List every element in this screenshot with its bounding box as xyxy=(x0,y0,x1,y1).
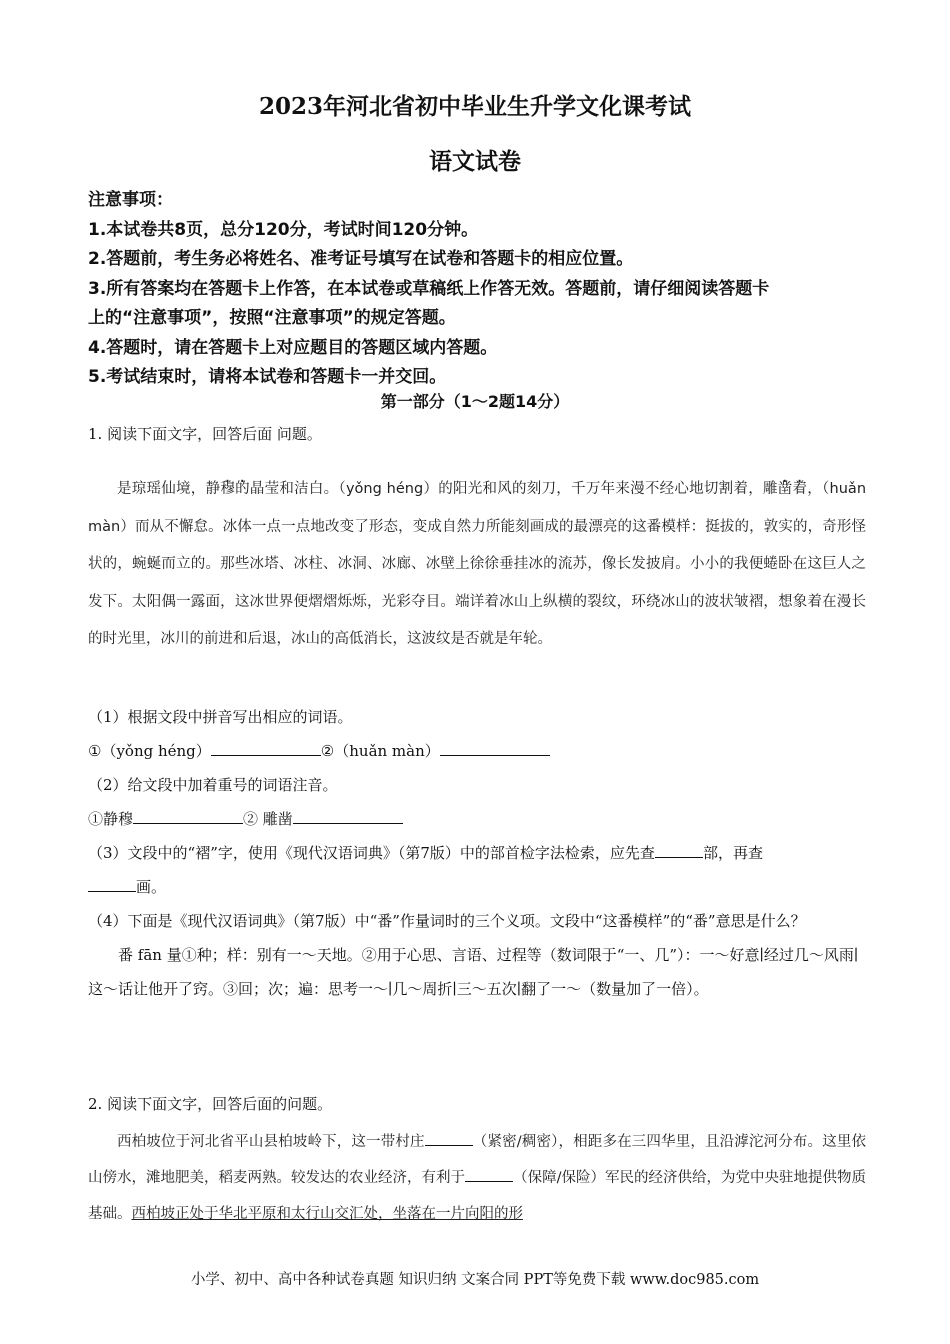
answer-blank[interactable] xyxy=(425,1129,473,1146)
underlined-sentence: 西柏坡正处于华北平原和太行山交汇处，坐落在一片向阳的形 xyxy=(131,1206,523,1222)
passage-text: 着，（huǎn màn）而从不懈怠。冰体一点一点地改变了形态，变成自然力所能刻画成的最漂亮的这番模样：挺拔的，敦实的，奇形怪状的，蜿蜒而立的。那些冰塔、冰柱、冰洞、冰廊、冰壁上徐徐垂挂冰的流苏，像长发披肩。小小的我便蜷卧在这巨人之发下。太阳偶一露面，这冰世界便熠熠烁烁，光彩夺目。端详着冰山上纵横的裂纹，环绕冰山的波状皱褶，想象着在漫长的时光里，冰川的前进和后退，冰山的高低消长，这波纹是否就是年轮。 xyxy=(88,481,867,647)
notice-item: 1.本试卷共8页，总分120分，考试时间120分钟。 xyxy=(88,219,479,240)
question1-prompt: 1. 阅读下面文字，回答后面 问题。 xyxy=(88,425,322,443)
notice-item: 3.所有答案均在答题卡上作答，在本试卷或草稿纸上作答无效。答题前，请仔细阅读答题卡 xyxy=(88,278,770,299)
subquestion-2-answers xyxy=(88,802,868,836)
answer-label: ①（yǒng héng） xyxy=(88,742,211,760)
answer-blank[interactable] xyxy=(440,739,550,756)
exam-title: 2023年河北省初中毕业生升学文化课考试 xyxy=(258,93,691,120)
question2-prompt: 2. 阅读下面文字，回答后面的问题。 xyxy=(88,1095,333,1113)
subquestion-1: （1）根据文段中拼音写出相应的词语。 xyxy=(88,708,353,726)
answer-blank[interactable] xyxy=(88,875,136,892)
passage-text: （保障/保险）军民的经济供给，为党中央驻地提供物质基础。 xyxy=(88,1170,866,1222)
answer-label: ①静穆 xyxy=(88,810,134,828)
emphasis-char: 静 xyxy=(205,481,221,497)
exam-subtitle: 语文试卷 xyxy=(429,148,521,175)
subquestion-3-text: （3）文段中的“褶”字，使用《现代汉语词典》（第7版）中的部首检字法检索，应先查 xyxy=(88,844,655,862)
notice-item: 2.答题前，考生务必将姓名、准考证号填写在试卷和答题卡的相应位置。 xyxy=(88,249,634,269)
answer-label: ②（huǎn màn） xyxy=(320,742,440,760)
subquestion-3-text: 画。 xyxy=(136,878,167,896)
passage-text: 是琼瑶仙境， xyxy=(117,481,206,497)
subquestion-3 xyxy=(88,836,868,904)
dictionary-entry: 番 fān 量①种；样：别有一～天地。②用于心思、言语、过程等（数词限于“一、几”）：一～好意∣经过几～风雨∣这～话让他开了窍。③回；次；遍：思考一～∣几～周折∣三～五次∣翻了一～（数量加了一倍）。 xyxy=(88,946,859,998)
subquestion-3-text: 部，再查 xyxy=(702,844,763,862)
notice-item: 上的“注意事项”，按照“注意事项”的规定答题。 xyxy=(88,308,456,328)
passage-text: 西柏坡位于河北省平山县柏坡岭下，这一带村庄 xyxy=(117,1134,425,1150)
notice-heading: 注意事项： xyxy=(88,190,173,210)
answer-blank[interactable] xyxy=(655,841,703,858)
passage-text: （紧密/稠密），相距多在三四华里，且沿滹沱河分布。这里依山傍水，滩地肥美，稻麦两熟。较发达的农业经济，有利于 xyxy=(88,1134,866,1186)
emphasis-char: 凿 xyxy=(777,481,793,497)
subquestion-1-answers xyxy=(88,734,868,768)
part-one-heading: 第一部分（1～2题14分） xyxy=(380,392,570,411)
answer-blank[interactable] xyxy=(465,1165,513,1182)
question1-subquestions xyxy=(88,700,868,1006)
answer-blank[interactable] xyxy=(133,807,243,824)
passage-text: 的晶莹和洁白。（yǒng héng）的阳光和风的刻刀，千万年来漫不经心地切割着， xyxy=(235,481,763,497)
notice-section xyxy=(88,186,868,393)
question1-passage xyxy=(88,471,866,659)
page-footer: 小学、初中、高中各种试卷真题 知识归纳 文案合同 PPT等免费下载 www.doc985.com xyxy=(190,1272,760,1288)
subquestion-2: （2）给文段中加着重号的词语注音。 xyxy=(88,776,338,794)
notice-item: 5.考试结束时，请将本试卷和答题卡一并交回。 xyxy=(88,367,447,387)
question2-passage xyxy=(88,1124,866,1232)
answer-label: ② 雕凿 xyxy=(243,810,293,828)
notice-item: 4.答题时，请在答题卡上对应题目的答题区域内答题。 xyxy=(88,337,498,358)
subquestion-4: （4）下面是《现代汉语词典》（第7版）中“番”作量词时的三个义项。文段中“这番模样”的“番”意思是什么？ xyxy=(88,912,806,930)
emphasis-char: 穆 xyxy=(220,481,236,497)
emphasis-char: 雕 xyxy=(762,481,778,497)
answer-blank[interactable] xyxy=(293,807,403,824)
answer-blank[interactable] xyxy=(211,739,321,756)
